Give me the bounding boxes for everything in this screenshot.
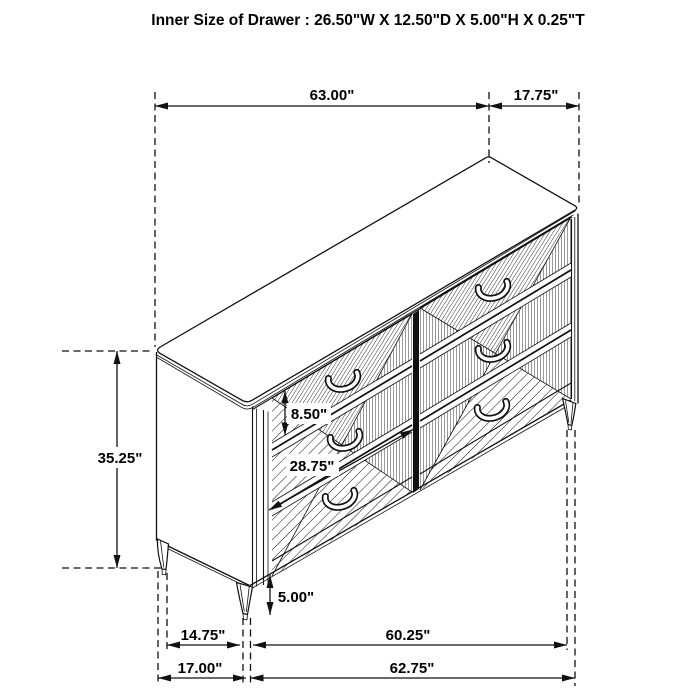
page-title: Inner Size of Drawer : 26.50"W X 12.50"D X 5.00"H X 0.25"T [151, 12, 585, 29]
leg-back-left [157, 539, 168, 575]
dim-label: 8.50" [290, 406, 328, 423]
dim-base-width [251, 660, 576, 678]
dim-leg-span-depth [167, 627, 240, 645]
leg-front-right [563, 399, 576, 430]
dresser-drawing [156, 157, 578, 620]
dim-top-depth [489, 87, 579, 106]
dim-leg-height [270, 575, 318, 615]
dim-label: 28.75" [289, 458, 335, 475]
dim-label: 60.25" [385, 627, 431, 644]
dim-label: 35.25" [97, 450, 143, 467]
center-divider [413, 310, 419, 493]
dim-leg-span-width [253, 627, 567, 645]
dim-label: 62.75" [389, 660, 435, 677]
dim-top-width [155, 87, 489, 106]
drawer-column-right [420, 217, 571, 490]
dim-label: 5.00" [277, 589, 315, 606]
dim-overall-height [92, 351, 149, 568]
dim-label: 63.00" [309, 87, 355, 104]
dim-label: 17.75" [513, 87, 559, 104]
leg-front-left [237, 583, 253, 620]
dim-label: 17.00" [177, 660, 223, 677]
dim-base-depth [158, 660, 246, 678]
dim-label: 14.75" [180, 627, 226, 644]
